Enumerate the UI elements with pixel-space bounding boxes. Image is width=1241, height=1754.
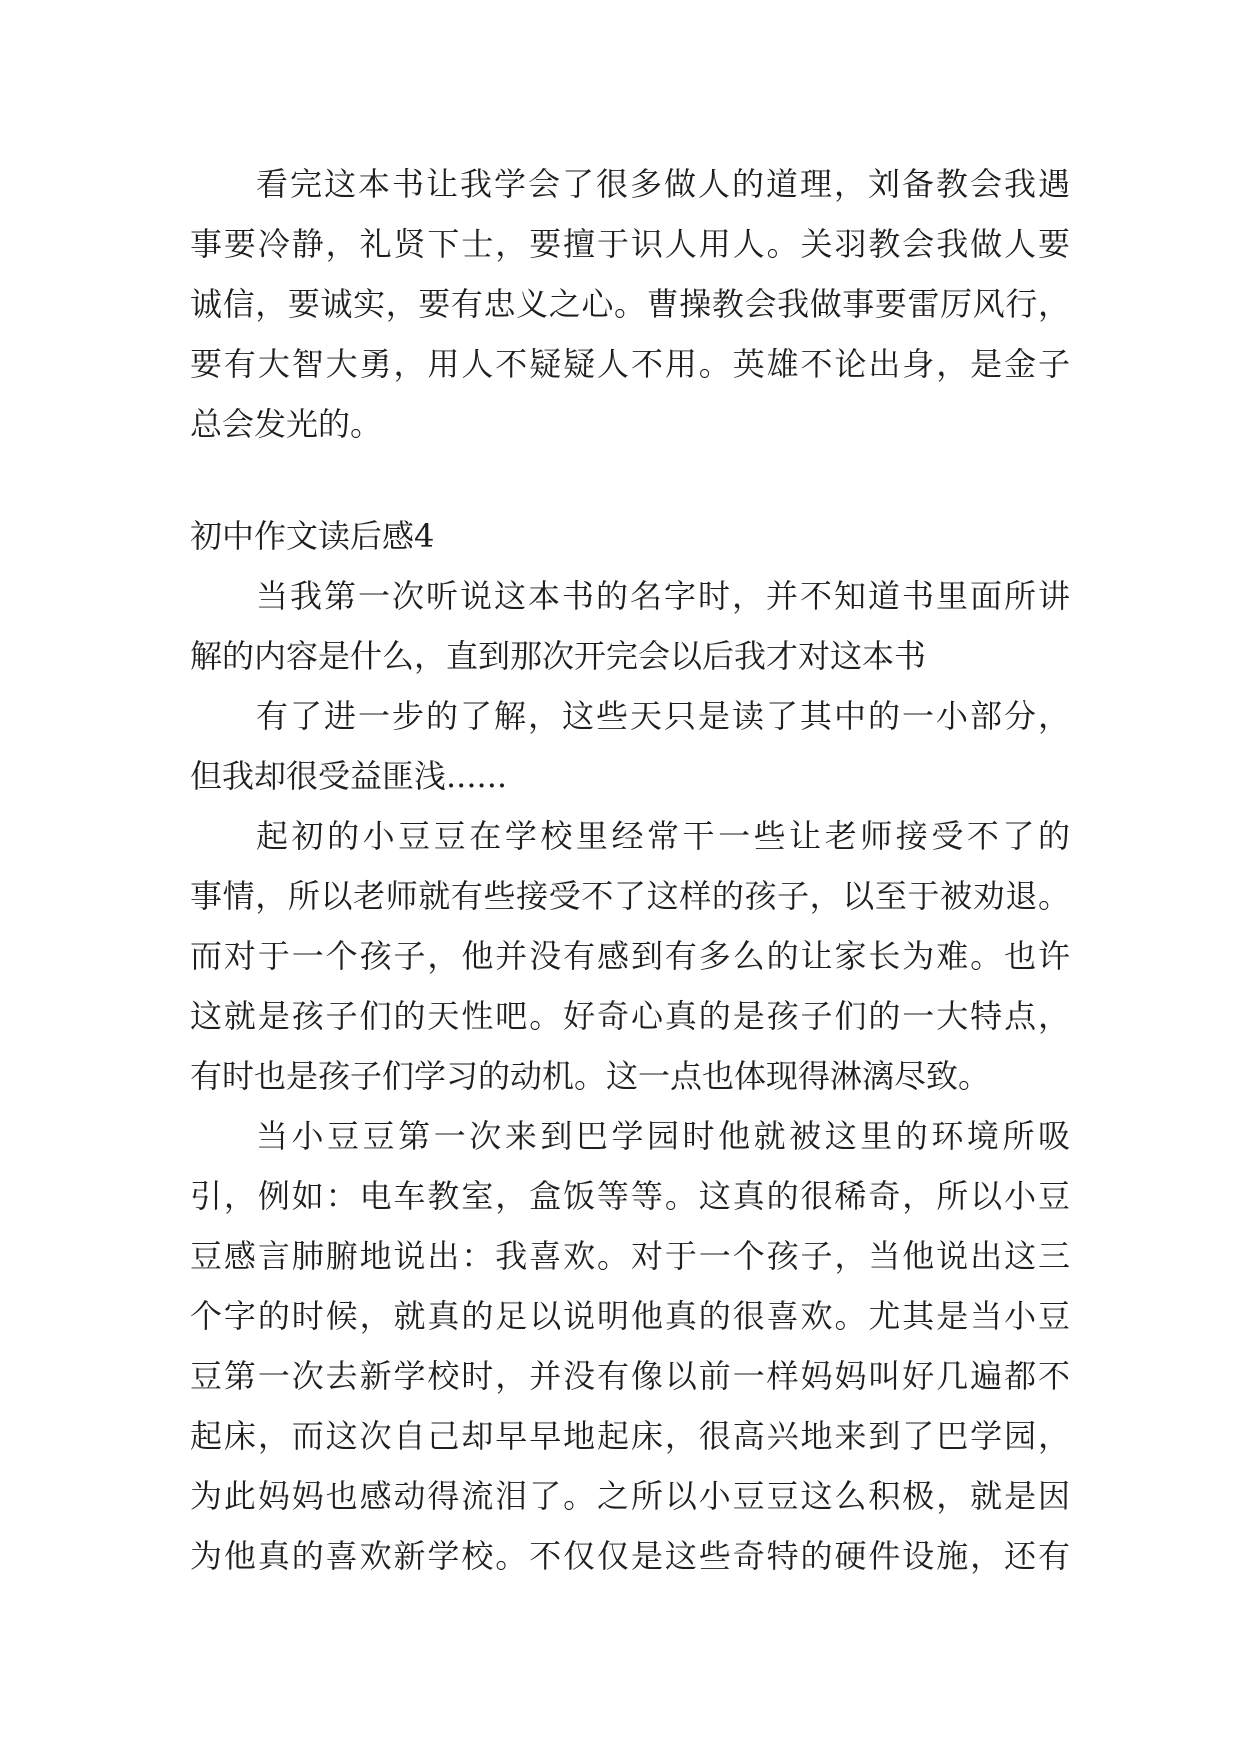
paragraph-line: 为他真的喜欢新学校。不仅仅是这些奇特的硬件设施，还有 <box>190 1537 1070 1575</box>
paragraph-line: 总会发光的。 <box>190 405 383 443</box>
paragraph-line: 起床，而这次自己却早早地起床，很高兴地来到了巴学园， <box>190 1417 1070 1455</box>
paragraph-line: 这就是孩子们的天性吧。好奇心真的是孩子们的一大特点， <box>190 997 1070 1035</box>
section-heading: 初中作文读后感4 <box>190 517 435 555</box>
paragraph-line: 看完这本书让我学会了很多做人的道理，刘备教会我遇 <box>256 165 1070 203</box>
paragraph-line: 但我却很受益匪浅...... <box>190 757 508 795</box>
paragraph-line: 当小豆豆第一次来到巴学园时他就被这里的环境所吸 <box>256 1117 1070 1155</box>
paragraph-line: 为此妈妈也感动得流泪了。之所以小豆豆这么积极，就是因 <box>190 1477 1070 1515</box>
paragraph-line: 而对于一个孩子，他并没有感到有多么的让家长为难。也许 <box>190 937 1070 975</box>
paragraph-line: 豆感言肺腑地说出：我喜欢。对于一个孩子，当他说出这三 <box>190 1237 1070 1275</box>
paragraph-line: 要有大智大勇，用人不疑疑人不用。英雄不论出身，是金子 <box>190 345 1070 383</box>
paragraph-line: 起初的小豆豆在学校里经常干一些让老师接受不了的 <box>256 817 1070 855</box>
paragraph-line: 有时也是孩子们学习的动机。这一点也体现得淋漓尽致。 <box>190 1057 991 1095</box>
paragraph-line: 事要冷静，礼贤下士，要擅于识人用人。关羽教会我做人要 <box>190 225 1070 263</box>
paragraph-line: 引，例如：电车教室，盒饭等等。这真的很稀奇，所以小豆 <box>190 1177 1070 1215</box>
paragraph-line: 诚信，要诚实，要有忠义之心。曹操教会我做事要雷厉风行， <box>190 285 1070 323</box>
paragraph-line: 个字的时候，就真的足以说明他真的很喜欢。尤其是当小豆 <box>190 1297 1070 1335</box>
paragraph-line: 豆第一次去新学校时，并没有像以前一样妈妈叫好几遍都不 <box>190 1357 1070 1395</box>
paragraph-line: 事情，所以老师就有些接受不了这样的孩子，以至于被劝退。 <box>190 877 1070 915</box>
paragraph-line: 当我第一次听说这本书的名字时，并不知道书里面所讲 <box>256 577 1070 615</box>
paragraph-line: 解的内容是什么，直到那次开完会以后我才对这本书 <box>190 637 927 675</box>
paragraph-line: 有了进一步的了解，这些天只是读了其中的一小部分， <box>256 697 1070 735</box>
